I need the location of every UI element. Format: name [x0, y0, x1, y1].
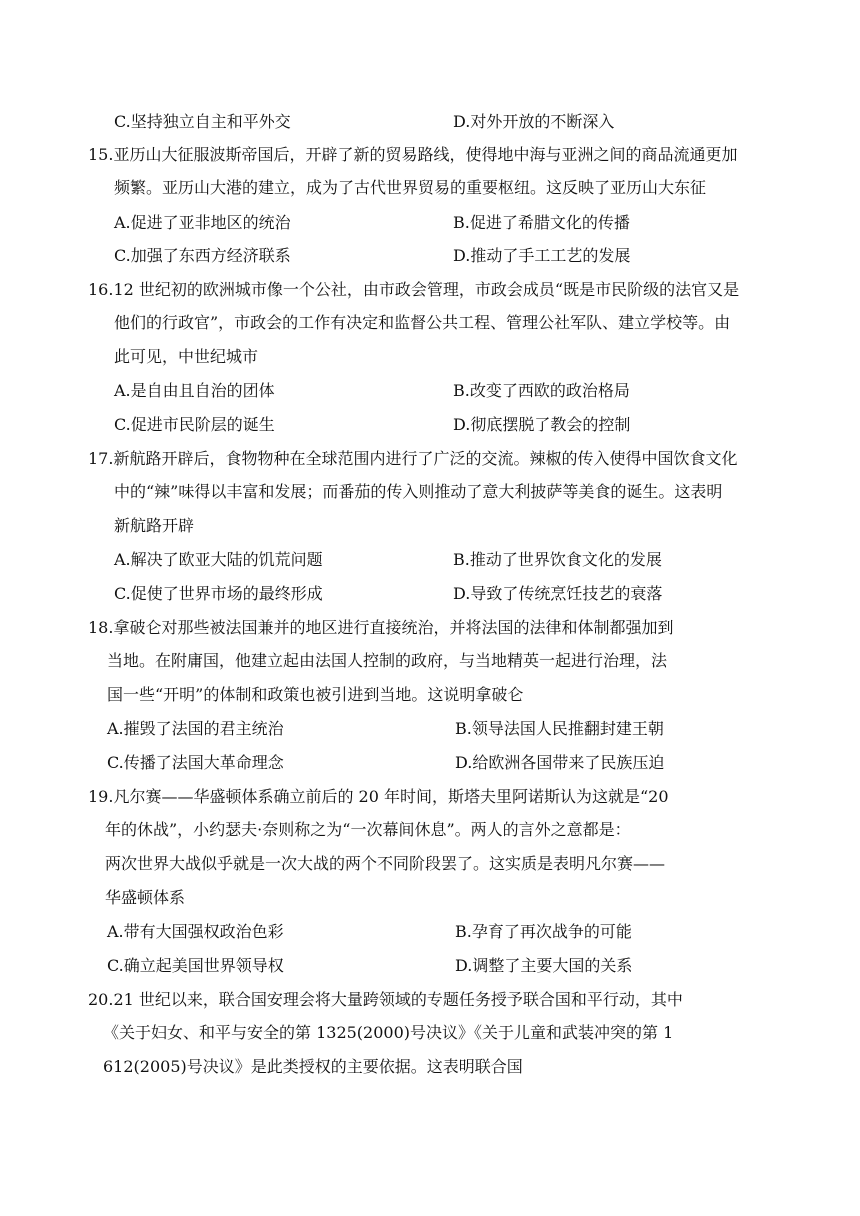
question-17-option-c: C.促使了世界市场的最终形成 — [114, 584, 323, 603]
question-16-option-c: C.促进市民阶层的诞生 — [114, 415, 275, 434]
question-20-line-3: 612(2005)号决议》是此类授权的主要依据。这表明联合国 — [103, 1057, 523, 1076]
question-19-option-d: D.调整了主要大国的关系 — [455, 956, 633, 975]
question-18-option-d: D.给欧洲各国带来了民族压迫 — [455, 753, 665, 772]
question-18-line-2: 当地。在附庸国，他建立起由法国人控制的政府，与当地精英一起进行治理，法 — [107, 651, 668, 670]
question-17-option-a: A.解决了欧亚大陆的饥荒问题 — [114, 550, 323, 569]
question-17-line-3: 新航路开辟 — [114, 516, 195, 535]
question-19-line-3: 两次世界大战似乎就是一次大战的两个不同阶段罢了。这实质是表明凡尔赛—— — [105, 854, 666, 873]
question-18-line-3: 国一些“开明”的体制和政策也被引进到当地。这说明拿破仑 — [107, 685, 524, 704]
question-16-option-b: B.改变了西欧的政治格局 — [453, 381, 630, 400]
question-17-option-d: D.导致了传统烹饪技艺的衰落 — [453, 584, 663, 603]
question-19-option-c: C.确立起美国世界领导权 — [107, 956, 284, 975]
question-17-option-b: B.推动了世界饮食文化的发展 — [453, 550, 662, 569]
question-16-line-1: 16.12 世纪初的欧洲城市像一个公社，由市政会管理，市政会成员“既是市民阶级的法官又是 — [88, 280, 740, 299]
question-19-line-4: 华盛顿体系 — [105, 888, 186, 907]
question-19-line-1: 19.凡尔赛——华盛顿体系确立前后的 20 年时间，斯塔夫里阿诺斯认为这就是“20 — [88, 787, 669, 806]
question-19-option-b: B.孕育了再次战争的可能 — [455, 922, 632, 941]
question-17-line-2: 中的“辣”味得以丰富和发展；而番茄的传入则推动了意大利披萨等美食的诞生。这表明 — [114, 482, 723, 501]
option-prev-d: D.对外开放的不断深入 — [453, 112, 615, 131]
question-15-line-1: 15.亚历山大征服波斯帝国后，开辟了新的贸易路线，使得地中海与亚洲之间的商品流通更加 — [88, 145, 738, 164]
question-19-line-2: 年的休战”，小约瑟夫·奈则称之为“一次幕间休息”。两人的言外之意都是： — [105, 820, 631, 839]
question-15-option-b: B.促进了希腊文化的传播 — [453, 213, 630, 232]
question-20-line-1: 20.21 世纪以来，联合国安理会将大量跨领域的专题任务授予联合国和平行动，其中 — [88, 990, 683, 1009]
question-15-option-d: D.推动了手工工艺的发展 — [453, 246, 631, 265]
question-18-option-c: C.传播了法国大革命理念 — [107, 753, 284, 772]
question-16-line-3: 此可见，中世纪城市 — [114, 347, 259, 366]
question-15-line-2: 频繁。亚历山大港的建立，成为了古代世界贸易的重要枢纽。这反映了亚历山大东征 — [114, 178, 707, 197]
question-16-option-d: D.彻底摆脱了教会的控制 — [453, 415, 631, 434]
question-17-line-1: 17.新航路开辟后，食物物种在全球范围内进行了广泛的交流。辣椒的传入使得中国饮食文化 — [88, 449, 738, 468]
question-15-option-c: C.加强了东西方经济联系 — [114, 246, 291, 265]
question-16-option-a: A.是自由且自治的团体 — [114, 381, 275, 400]
question-15-option-a: A.促进了亚非地区的统治 — [114, 213, 291, 232]
question-16-line-2: 他们的行政官”，市政会的工作有决定和监督公共工程、管理公社军队、建立学校等。由 — [114, 313, 731, 332]
question-18-option-a: A.摧毁了法国的君主统治 — [107, 719, 284, 738]
question-19-option-a: A.带有大国强权政治色彩 — [107, 922, 284, 941]
question-20-line-2: 《关于妇女、和平与安全的第 1325(2000)号决议》《关于儿童和武装冲突的第 1 — [103, 1023, 674, 1042]
question-18-option-b: B.领导法国人民推翻封建王朝 — [455, 719, 664, 738]
option-prev-c: C.坚持独立自主和平外交 — [114, 112, 291, 131]
question-18-line-1: 18.拿破仑对那些被法国兼并的地区进行直接统治，并将法国的法律和体制都强加到 — [88, 618, 674, 637]
